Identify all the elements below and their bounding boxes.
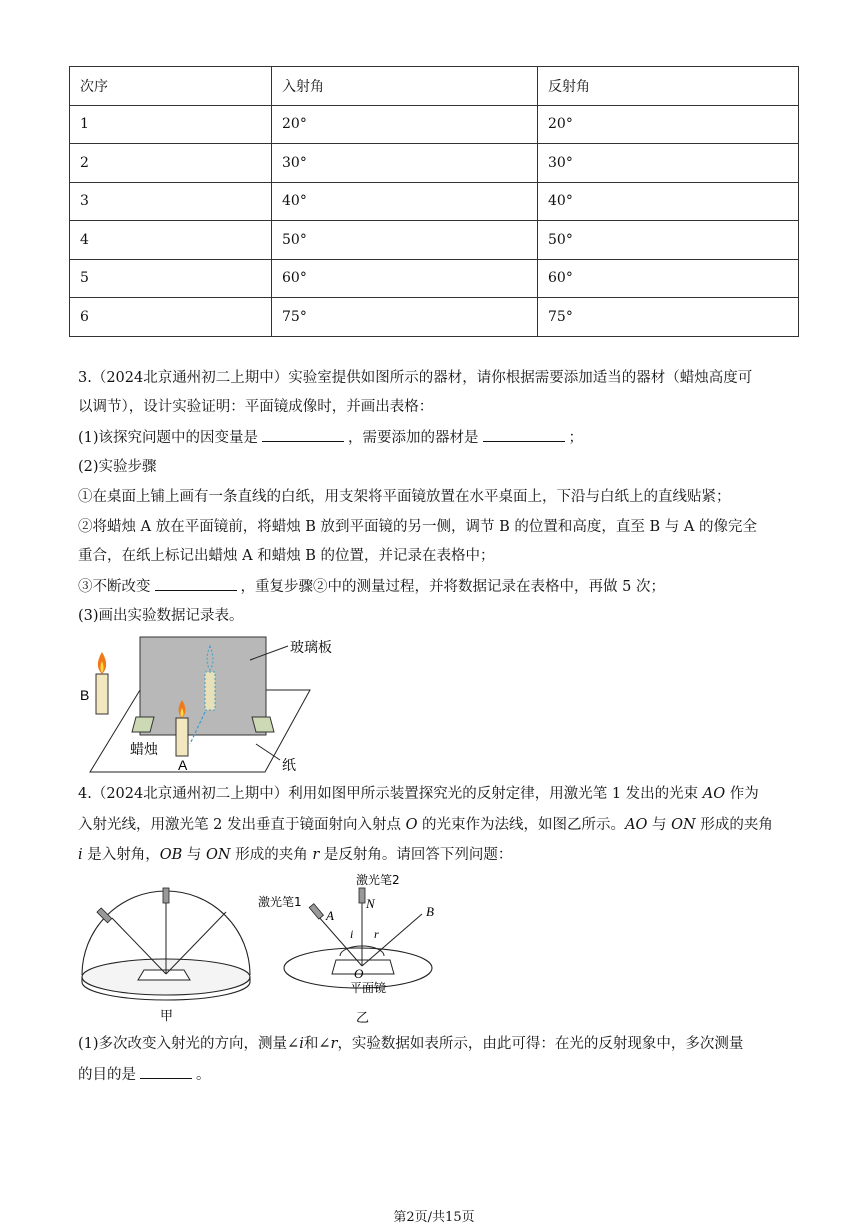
q4-line2-text-b: 的光束作为法线，如图乙所示。 [417,817,626,833]
answer-blank[interactable] [140,1064,192,1079]
label-paper: 纸 [282,758,296,774]
table-row [70,144,799,183]
label-r: r [374,927,379,941]
table-row [70,105,799,144]
symbol-r: r [312,847,320,863]
symbol-on: ON [206,847,231,863]
symbol-i: i [78,847,83,863]
table-row [70,298,799,337]
candle-a [176,718,188,756]
q4-line3-text-b: 与 [182,847,207,863]
support-right [252,717,274,732]
table-cell: 60° [538,259,799,298]
table-cell: 75° [272,298,538,337]
symbol-on: ON [671,817,696,833]
label-pen1: 激光笔1 [258,895,302,909]
label-n: N [366,896,375,911]
table-row [70,259,799,298]
q4-part1-text-b: 和∠ [303,1036,331,1052]
q4-line3-text-a: 是入射角， [82,847,160,863]
q3-part1 [78,427,808,448]
column-header: 入射角 [272,67,538,106]
q3-step3 [78,576,808,597]
label-o: O [354,966,364,981]
q3-step2-b: 重合，在纸上标记出蜡烛 A 和蜡烛 B 的位置，并记录在表格中； [78,548,495,564]
table-cell: 2 [70,144,272,183]
laser-pen-2-icon [359,888,365,903]
support-left [132,717,154,732]
label-b: B [80,687,90,703]
q4-part1-text-d: 的目的是 [78,1067,136,1083]
q4-part1-cont [78,1064,808,1085]
symbol-ao: AO [625,817,648,833]
q3-part1-text-c: ； [568,430,584,446]
q4-line2-text: 入射光线，用激光笔 2 发出垂直于镜面射向入射点 [78,817,406,833]
label-pen2: 激光笔2 [356,873,400,887]
column-header: 反射角 [538,67,799,106]
candle-image [205,672,215,710]
table-cell: 5 [70,259,272,298]
q4-line1 [78,784,808,804]
label-glass: 玻璃板 [290,640,332,656]
q4-line3-text-c: 形成的夹角 [230,847,313,863]
table-cell: 6 [70,298,272,337]
q3-part2: (2)实验步骤 [78,459,157,475]
q4-line2-text-d: 形成的夹角 [695,817,773,833]
symbol-ob: OB [159,847,183,863]
q3-step3-text-b: ，重复步骤②中的测量过程，并将数据记录在表格中，再做 5 次； [240,579,665,595]
symbol-i: i [299,1036,304,1052]
q3-part1-text-a: (1)该探究问题中的因变量是 [78,430,259,446]
table-cell: 50° [538,221,799,260]
q4-line3 [78,845,808,865]
answer-blank[interactable] [262,427,344,442]
q4-line2 [78,815,808,835]
q3-line2: 以调节），设计实验证明：平面镜成像时，并画出表格： [78,399,434,415]
page-footer: 第2页/共15页 [393,1210,475,1225]
symbol-o: O [405,817,418,833]
candle-b [96,674,108,714]
q4-line3-text-d: 是反射角。请回答下列问题： [319,847,513,863]
caption-yi: 乙 [356,1011,370,1026]
q4-part1-text-c: ，实验数据如表所示，由此可得：在光的反射现象中，多次测量 [337,1036,744,1052]
table-cell: 20° [538,105,799,144]
symbol-ao: AO [702,786,726,802]
laser-pen-1-icon [309,904,323,919]
table-cell: 4 [70,221,272,260]
label-a: A [326,908,334,923]
q3-part1-text-b: ，需要添加的器材是 [348,430,479,446]
q3-step2-a: ②将蜡烛 A 放在平面镜前，将蜡烛 B 放到平面镜的另一侧，调节 B 的位置和高度，直至 B 与 A 的像完全 [78,519,757,535]
table-cell: 30° [272,144,538,183]
glass-plate [140,637,266,735]
laser-figure [258,868,448,1026]
label-b: B [426,904,434,919]
column-header: 次序 [70,67,272,106]
answer-blank[interactable] [155,576,237,591]
table-header-row [70,67,799,106]
table-cell: 40° [272,182,538,221]
answer-blank[interactable] [483,427,565,442]
symbol-r: r [330,1036,338,1052]
table-cell: 60° [272,259,538,298]
angle-table [69,66,799,337]
laser-pen-1-icon [97,908,112,923]
q4-line1-text-end: 作为 [725,786,759,802]
table-cell: 75° [538,298,799,337]
table-cell: 1 [70,105,272,144]
label-i: i [350,927,354,941]
label-mirror: 平面镜 [350,981,387,995]
q4-part1-text-a: (1)多次改变入射光的方向，测量∠ [78,1036,300,1052]
mirror-candle-figure [70,632,340,777]
q4-part1 [78,1034,808,1054]
q4-line2-text-c: 与 [647,817,672,833]
caption-jia: 甲 [160,1009,174,1022]
table-row [70,182,799,221]
table-cell: 30° [538,144,799,183]
table-cell: 40° [538,182,799,221]
hemisphere-figure [76,880,256,1022]
laser-pen-2-icon [163,888,169,903]
table-row [70,221,799,260]
label-a: A [178,757,188,773]
q4-part1-text-e: 。 [196,1067,211,1083]
table-cell: 3 [70,182,272,221]
q3-part3: (3)画出实验数据记录表。 [78,608,244,624]
q4-line1-text: 4.（2024北京通州初二上期中）利用如图甲所示装置探究光的反射定律，用激光笔 1 发出的光束 [78,786,703,802]
label-candle: 蜡烛 [130,742,158,758]
q3-step3-text-a: ③不断改变 [78,579,151,595]
table-cell: 50° [272,221,538,260]
q3-step1: ①在桌面上铺上画有一条直线的白纸，用支架将平面镜放置在水平桌面上，下沿与白纸上的直线贴紧； [78,489,731,505]
q3-line1: 3.（2024北京通州初二上期中）实验室提供如图所示的器材，请你根据需要添加适当的器材（蜡烛高度可 [78,370,753,386]
table-cell: 20° [272,105,538,144]
